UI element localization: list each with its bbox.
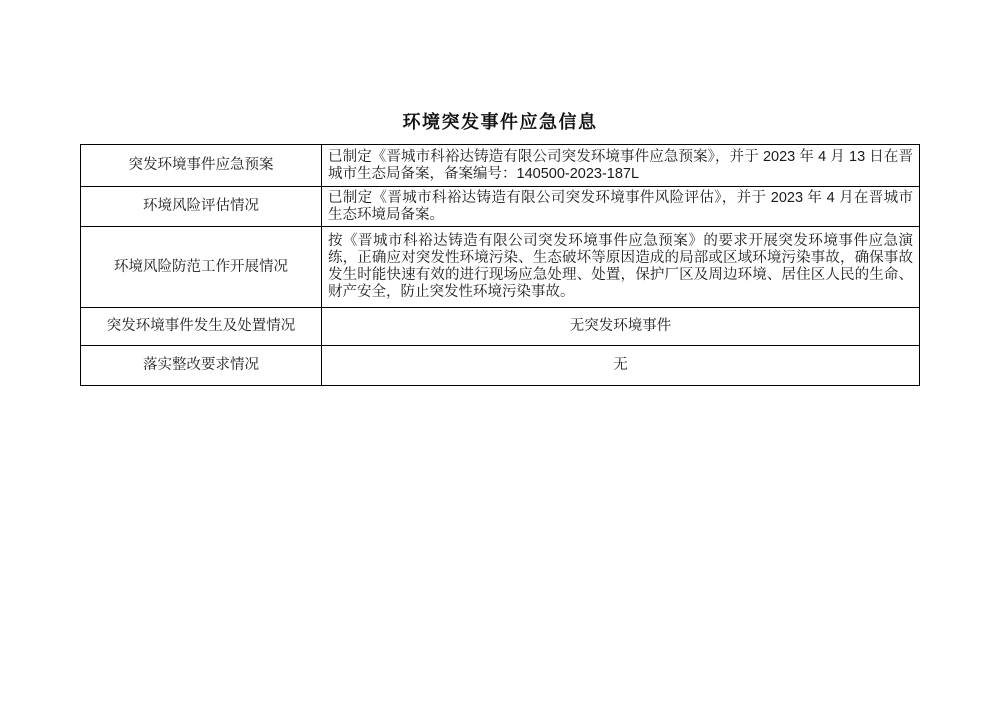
row-label: 突发环境事件发生及处置情况: [81, 308, 322, 346]
row-content: 无: [322, 346, 920, 386]
table-row: [81, 227, 920, 308]
table-row: [81, 187, 920, 227]
row-content: 已制定《晋城市科裕达铸造有限公司突发环境事件风险评估》，并于 2023 年 4 月在晋城市生态环境局备案。: [322, 187, 920, 227]
row-content: 按《晋城市科裕达铸造有限公司突发环境事件应急预案》的要求开展突发环境事件应急演练，正确应对突发性环境污染、生态破坏等原因造成的局部或区域环境污染事故，确保事故发生时能快速有效的进行现场应急处理、处置，保护厂区及周边环境、居住区人民的生命、财产安全，防止突发性环境污染事故。: [322, 227, 920, 308]
row-content: 无突发环境事件: [322, 308, 920, 346]
row-label: 突发环境事件应急预案: [81, 145, 322, 187]
row-label: 环境风险评估情况: [81, 187, 322, 227]
emergency-info-table: [80, 144, 920, 386]
row-content: 已制定《晋城市科裕达铸造有限公司突发环境事件应急预案》，并于 2023 年 4 月 13 日在晋城市生态局备案，备案编号：140500-2023-187L: [322, 145, 920, 187]
table-row: [81, 346, 920, 386]
table-row: [81, 308, 920, 346]
row-label: 环境风险防范工作开展情况: [81, 227, 322, 308]
row-label: 落实整改要求情况: [81, 346, 322, 386]
page-title: 环境突发事件应急信息: [402, 112, 598, 132]
table-row: [81, 145, 920, 187]
